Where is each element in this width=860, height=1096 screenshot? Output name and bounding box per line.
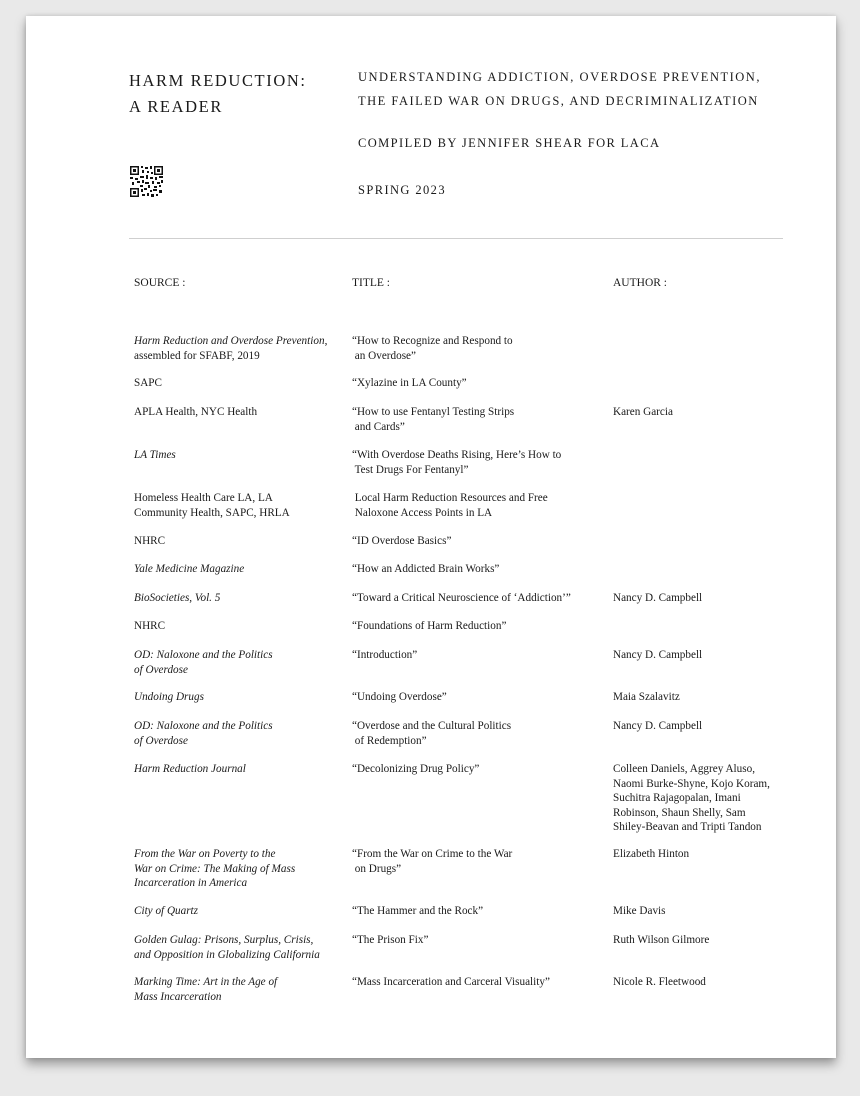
source-publication: City of Quartz bbox=[134, 905, 199, 917]
title-cell: “Undoing Overdose” bbox=[352, 691, 447, 703]
source-cell bbox=[134, 448, 339, 463]
title-cell: “The Prison Fix” bbox=[352, 934, 429, 946]
title-cell: “Xylazine in LA County” bbox=[352, 377, 467, 389]
source-publication: LA Times bbox=[134, 449, 176, 461]
subtitle-line-2: THE FAILED WAR ON DRUGS, AND DECRIMINALIZATION bbox=[358, 94, 759, 108]
title-cell: “Foundations of Harm Reduction” bbox=[352, 620, 507, 632]
author-cell: Colleen Daniels, Aggrey Aluso, Naomi Burke-Shyne, Kojo Koram, Suchitra Rajagopalan, Imani Robinson, Shaun Shelly, Sam Shiley-Beavan and Tripti Tandon bbox=[613, 763, 770, 833]
source-cell bbox=[134, 376, 339, 391]
source-column-header: SOURCE : bbox=[134, 277, 186, 289]
source-cell bbox=[134, 648, 339, 677]
title-cell: “How to use Fentanyl Testing Strips and Cards” bbox=[352, 406, 515, 433]
source-publication: OD: Naloxone and the Politics of Overdose bbox=[134, 649, 273, 676]
author-cell: Karen Garcia bbox=[613, 406, 673, 418]
source-detail: APLA Health, NYC Health bbox=[134, 406, 258, 418]
title-cell: “With Overdose Deaths Rising, Here’s How to Test Drugs For Fentanyl” bbox=[352, 449, 562, 476]
title-cell: “How to Recognize and Respond to an Overdose” bbox=[352, 335, 513, 362]
author-cell: Nancy D. Campbell bbox=[613, 592, 703, 604]
source-cell bbox=[134, 534, 339, 549]
title-cell: “How an Addicted Brain Works” bbox=[352, 563, 500, 575]
title-cell: “Overdose and the Cultural Politics of Redemption” bbox=[352, 720, 512, 747]
source-detail: Homeless Health Care LA, LA Community Health, SAPC, HRLA bbox=[134, 492, 290, 519]
source-publication: BioSocieties, Vol. 5 bbox=[134, 592, 221, 604]
header-divider bbox=[129, 238, 783, 239]
qr-code-icon bbox=[130, 166, 163, 197]
source-detail: SAPC bbox=[134, 377, 162, 389]
author-cell: Nicole R. Fleetwood bbox=[613, 976, 706, 988]
title-cell: “From the War on Crime to the War on Drugs” bbox=[352, 848, 513, 875]
source-publication: From the War on Poverty to the War on Crime: The Making of Mass Incarceration in America bbox=[134, 848, 296, 889]
source-cell bbox=[134, 562, 339, 577]
title-cell: “ID Overdose Basics” bbox=[352, 535, 452, 547]
source-detail: , assembled for SFABF, 2019 bbox=[134, 335, 328, 362]
source-cell bbox=[134, 690, 339, 705]
source-cell bbox=[134, 491, 339, 520]
source-cell bbox=[134, 847, 339, 891]
source-cell bbox=[134, 975, 339, 1004]
source-publication: Golden Gulag: Prisons, Surplus, Crisis, and Opposition in Globalizing California bbox=[134, 934, 320, 961]
title-line-2: A READER bbox=[129, 97, 223, 116]
title-line-1: HARM REDUCTION: bbox=[129, 71, 307, 90]
compiled-by: COMPILED BY JENNIFER SHEAR FOR LACA bbox=[358, 136, 661, 150]
document-title bbox=[129, 68, 307, 120]
term-date: SPRING 2023 bbox=[358, 183, 446, 197]
author-cell: Mike Davis bbox=[613, 905, 666, 917]
source-publication: Yale Medicine Magazine bbox=[134, 563, 245, 575]
author-cell: Nancy D. Campbell bbox=[613, 720, 703, 732]
document-page bbox=[26, 16, 836, 1058]
subtitle-line-1: UNDERSTANDING ADDICTION, OVERDOSE PREVENTION, bbox=[358, 70, 761, 84]
author-cell: Nancy D. Campbell bbox=[613, 649, 703, 661]
title-cell: “Toward a Critical Neuroscience of ‘Addiction’” bbox=[352, 592, 571, 604]
author-cell: Ruth Wilson Gilmore bbox=[613, 934, 710, 946]
source-cell bbox=[134, 405, 339, 420]
source-publication: OD: Naloxone and the Politics of Overdose bbox=[134, 720, 273, 747]
author-cell: Elizabeth Hinton bbox=[613, 848, 690, 860]
source-detail: NHRC bbox=[134, 535, 166, 547]
source-cell bbox=[134, 762, 339, 777]
source-publication: Undoing Drugs bbox=[134, 691, 204, 703]
title-cell: “Decolonizing Drug Policy” bbox=[352, 763, 480, 775]
source-cell bbox=[134, 904, 339, 919]
source-publication: Harm Reduction Journal bbox=[134, 763, 246, 775]
source-cell bbox=[134, 591, 339, 606]
source-cell bbox=[134, 719, 339, 748]
title-cell: Local Harm Reduction Resources and Free Naloxone Access Points in LA bbox=[354, 492, 548, 519]
document-subtitle bbox=[358, 65, 761, 113]
author-cell: Maia Szalavitz bbox=[613, 691, 680, 703]
source-cell bbox=[134, 334, 339, 363]
source-publication: Marking Time: Art in the Age of Mass Incarceration bbox=[134, 976, 278, 1003]
source-cell bbox=[134, 933, 339, 962]
source-detail: NHRC bbox=[134, 620, 166, 632]
title-cell: “Introduction” bbox=[352, 649, 418, 661]
author-column-header: AUTHOR : bbox=[613, 277, 667, 289]
source-cell bbox=[134, 619, 339, 634]
title-cell: “Mass Incarceration and Carceral Visuality” bbox=[352, 976, 550, 988]
title-cell: “The Hammer and the Rock” bbox=[352, 905, 484, 917]
title-column-header: TITLE : bbox=[352, 277, 390, 289]
source-publication: Harm Reduction and Overdose Prevention bbox=[134, 335, 325, 347]
